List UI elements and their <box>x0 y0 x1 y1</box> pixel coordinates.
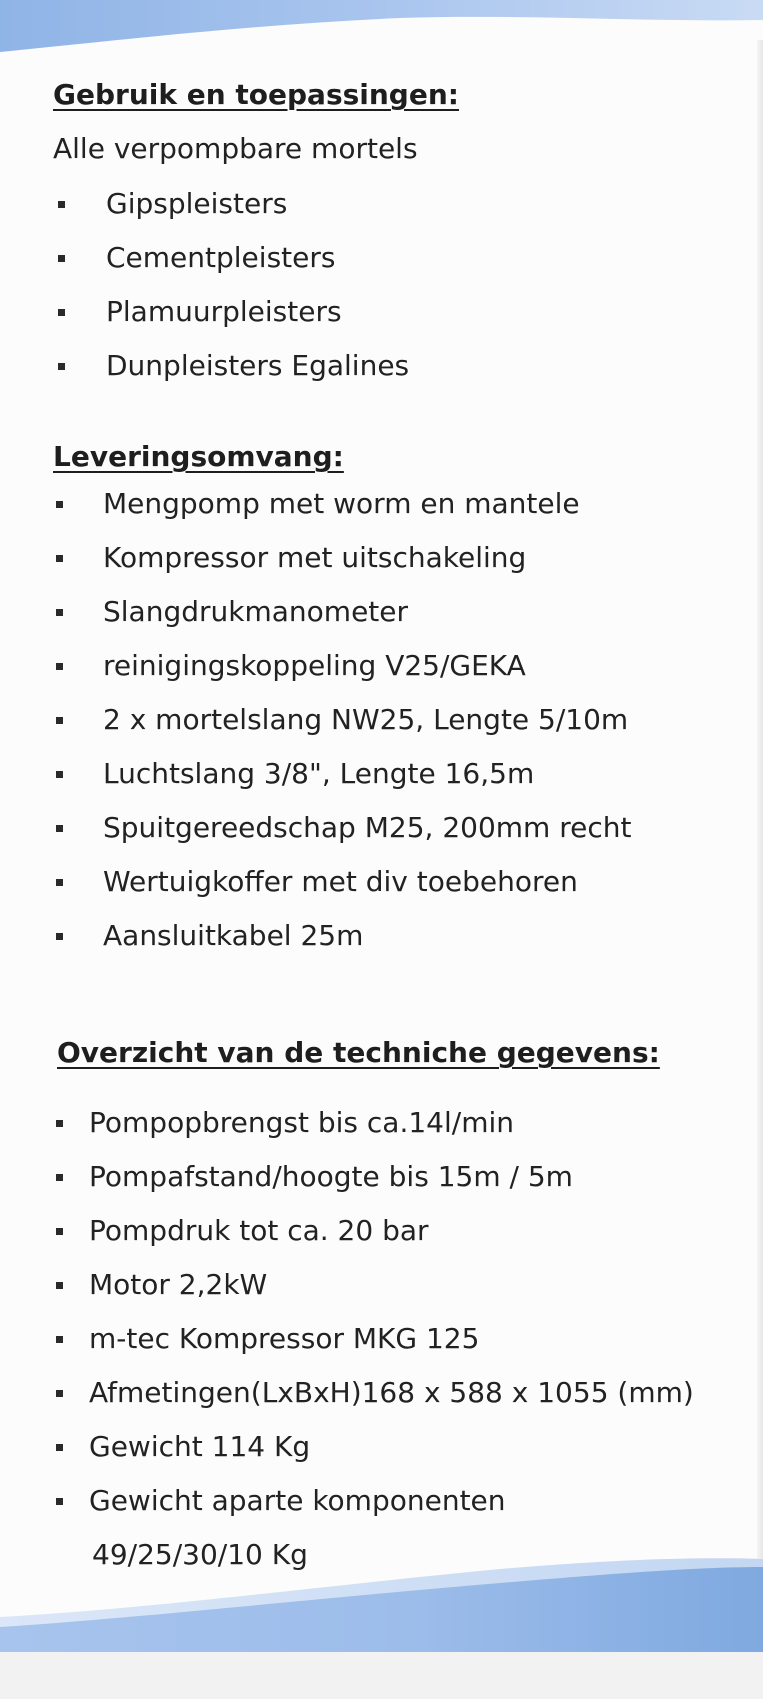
bullet-icon <box>58 363 65 370</box>
bullet-icon <box>58 255 65 262</box>
brochure-page: Gebruik en toepassingen: Alle verpompbare mortels Gipspleisters Cementpleisters Plamuurpleisters Dunpleisters Egalines Leveringsomvang: Mengpomp met worm en mantele Kompressor met uitschakeling Slangdrukmanometer reinigingskoppeling V25/GEKA 2 x mortelslang NW25, Lengte 5/10m Luchtslang 3/8", Lengte 16,5m Spuitgereedschap M25, 200mm recht Wertuigkoffer met div toebehoren Aansluitkabel 25m Overzicht van de techniche gegevens: Pompopbrengst bis ca.14l/min Pompafstand/hoogte bis 15m / 5m Pompdruk tot ca. 20 bar Motor 2,2kW m-tec Kompressor MKG 125 Afmetingen(LxBxH)168 x 588 x 1055 (mm) Gewicht 114 Kg Gewicht aparte komponenten 49/25/30/10 Kg <box>0 0 763 1699</box>
bullet-icon <box>56 1174 63 1181</box>
top-wave-decoration <box>0 0 763 60</box>
page-edge-shadow <box>757 40 763 1560</box>
bullet-icon <box>56 501 63 508</box>
bottom-wave-decoration <box>0 1545 763 1655</box>
specs-heading: Overzicht van de techniche gegevens: <box>57 1036 660 1069</box>
list-item-line2: 49/25/30/10 Kg <box>92 1538 308 1571</box>
bullet-icon <box>56 1228 63 1235</box>
bullet-icon <box>56 555 63 562</box>
bullet-icon <box>56 1120 63 1127</box>
bullet-icon <box>58 201 65 208</box>
bullet-icon <box>56 717 63 724</box>
bullet-icon <box>56 933 63 940</box>
list-item-line1: Gewicht aparte komponenten <box>89 1484 506 1517</box>
usage-heading: Gebruik en toepassingen: <box>53 78 459 111</box>
bullet-icon <box>56 1390 63 1397</box>
bullet-icon <box>56 1444 63 1451</box>
usage-intro: Alle verpompbare mortels <box>53 132 418 165</box>
bullet-icon <box>56 1282 63 1289</box>
bullet-icon <box>56 771 63 778</box>
delivery-heading: Leveringsomvang: <box>53 440 344 473</box>
bullet-icon <box>56 1336 63 1343</box>
bullet-icon <box>56 1498 63 1505</box>
bullet-icon <box>56 609 63 616</box>
bullet-icon <box>58 309 65 316</box>
bullet-icon <box>56 825 63 832</box>
bottom-margin <box>0 1652 763 1699</box>
bullet-icon <box>56 879 63 886</box>
bullet-icon <box>56 663 63 670</box>
